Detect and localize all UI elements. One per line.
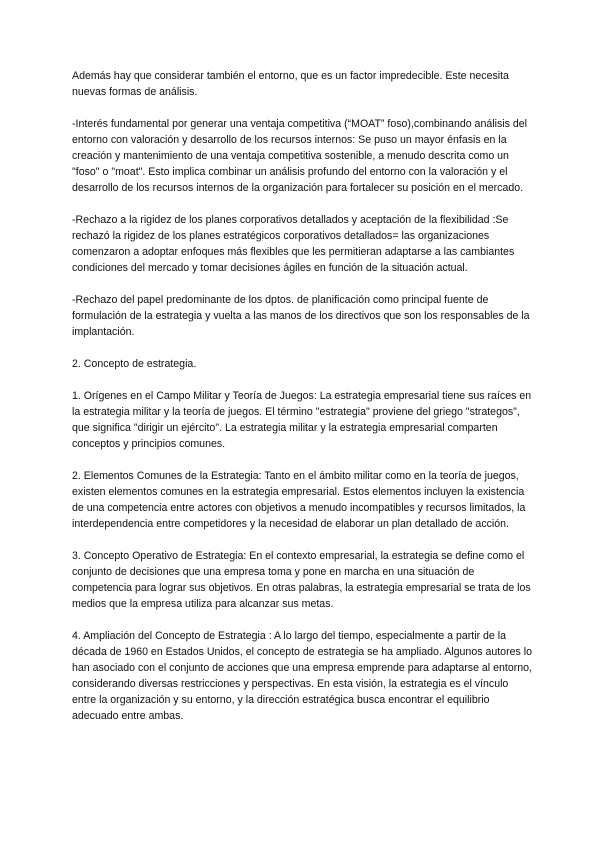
paragraph-concepto-operativo: 3. Concepto Operativo de Estrategia: En el contexto empresarial, la estrategia se define como el conjunto de decisiones que una empresa toma y pone en marcha en una situación de competencia para lograr sus objetivos. En otras palabras, la estrategia empresarial se trata de los medios que la empresa utiliza para alcanzar sus metas.	[72, 550, 531, 610]
paragraph-planificacion: -Rechazo del papel predominante de los dptos. de planificación como principal fuente de formulación de la estrategia y vuelta a las manos de los directivos que son los responsables de la implantación.	[72, 294, 530, 338]
paragraph-origenes: 1. Orígenes en el Campo Militar y Teoría de Juegos: La estrategia empresarial tiene sus raíces en la estrategia militar y la teoría de juegos. El término "estrategia" proviene del griego "strategos", que significa "dirigir un ejército". La estrategia militar y la estrategia empresarial comparten conceptos y principios comunes.	[72, 390, 532, 450]
paragraph-entorno: Además hay que considerar también el entorno, que es un factor impredecible. Este necesita nuevas formas de análisis.	[72, 70, 509, 98]
paragraph-moat: -Interés fundamental por generar una ventaja competitiva (“MOAT” foso),combinando análisis del entorno con valoración y desarrollo de los recursos internos: Se puso un mayor énfasis en la creación y mantenimiento de una ventaja competitiva sostenible, a menudo descrita como un "foso" o "moat". Esto implica combinar un análisis profundo del entorno con la valoración y el desarrollo de los recursos internos de la organización para fortalecer su posición en el mercado.	[72, 118, 527, 194]
document-body	[72, 68, 532, 740]
paragraph-ampliacion: 4. Ampliación del Concepto de Estrategia : A lo largo del tiempo, especialmente a partir de la década de 1960 en Estados Unidos, el concepto de estrategia se ha ampliado. Algunos autores lo han asociado con el conjunto de acciones que una empresa emprende para adaptarse al entorno, considerando diversas restricciones y perspectivas. En esta visión, la estrategia es el vínculo entre la organización y su entorno, y la dirección estratégica busca encontrar el equilibrio adecuado entre ambas.	[72, 630, 532, 722]
paragraph-flexibilidad: -Rechazo a la rigidez de los planes corporativos detallados y aceptación de la flexibilidad :Se rechazó la rigidez de los planes estratégicos corporativos detallados= las organizaciones comenzaron a adoptar enfoques más flexibles que les permitieran adaptarse a las cambiantes condiciones del mercado y tomar decisiones ágiles en función de la situación actual.	[72, 214, 515, 274]
section-heading-concepto: 2. Concepto de estrategia.	[72, 358, 197, 370]
paragraph-elementos-comunes: 2. Elementos Comunes de la Estrategia: Tanto en el ámbito militar como en la teoría de juegos, existen elementos comunes en la estrategia empresarial. Estos elementos incluyen la existencia de una competencia entre actores con objetivos a menudo incompatibles y recursos limitados, la interdependencia entre competidores y la necesidad de elaborar un plan detallado de acción.	[72, 470, 526, 530]
